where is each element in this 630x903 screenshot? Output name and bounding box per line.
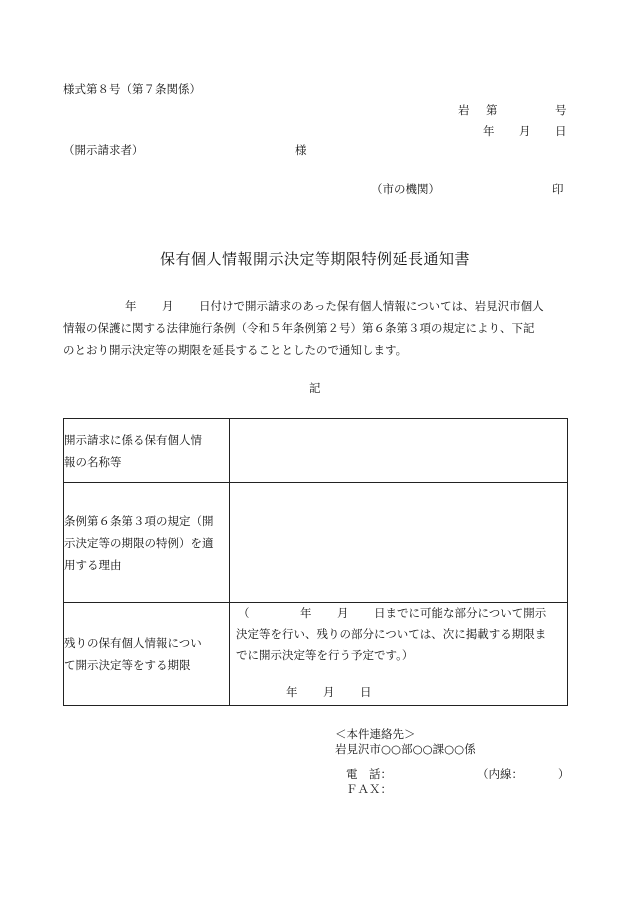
date-year: 年	[483, 124, 495, 138]
deadline-year: 年	[300, 606, 312, 620]
deadline-month: 月	[337, 606, 349, 620]
body-line3: のとおり開示決定等の期限を延長することとしたので通知します。	[63, 343, 408, 357]
ext-open: （内線：	[477, 767, 523, 781]
requester-honorific: 様	[295, 143, 307, 157]
row-value-deadline	[230, 603, 568, 706]
row-label-reason	[64, 483, 230, 603]
table-row	[64, 483, 568, 603]
row-value-reason	[230, 483, 568, 603]
date-month: 月	[519, 124, 531, 138]
label-line: 開示請求に係る保有個人情	[64, 432, 202, 447]
city-org-label: （市の機関）	[371, 182, 440, 196]
form-number: 様式第８号（第７条関係）	[63, 82, 201, 96]
doc-number-suffix: 号	[555, 103, 567, 117]
body-line1: 日付けで開示請求のあった保有個人情報については、岩見沢市個人	[199, 299, 544, 313]
phone-label: 電 話：	[346, 767, 392, 781]
deadline-line3: でに開示決定等を行う予定です。）	[236, 648, 414, 662]
label-line: 報の名称等	[64, 454, 122, 469]
label-line: 条例第６条第３項の規定（開	[64, 513, 214, 528]
deadline-line1: 日までに可能な部分について開示	[374, 606, 547, 620]
contact-heading: ＜本件連絡先＞	[335, 727, 416, 741]
table-row	[64, 419, 568, 483]
doc-number-prefix: 岩	[458, 103, 470, 117]
contact-dept: 岩見沢市○○部○○課○○係	[335, 742, 476, 756]
row-label-name	[64, 419, 230, 483]
label-line: て開示決定等をする期限	[64, 658, 191, 672]
bottom-year: 年	[286, 685, 298, 699]
bottom-month: 月	[323, 685, 335, 699]
bottom-day: 日	[360, 685, 372, 699]
label-line: 残りの保有個人情報につい	[64, 636, 202, 650]
ext-close: ）	[558, 767, 570, 781]
row-label-deadline	[64, 603, 230, 706]
body-month: 月	[162, 299, 174, 313]
info-table	[63, 418, 568, 706]
label-line: 示決定等の期限の特例）を適	[64, 535, 214, 550]
document-title: 保有個人情報開示決定等期限特例延長通知書	[159, 250, 470, 268]
deadline-line2: 決定等を行い、残りの部分については、次に掲載する期限ま	[236, 627, 547, 641]
paren-open: （	[238, 606, 250, 620]
body-line2: 情報の保護に関する法律施行条例（令和５年条例第２号）第６条第３項の規定により、下記	[63, 321, 535, 335]
seal-mark: 印	[552, 182, 564, 196]
label-line: 用する理由	[64, 557, 122, 572]
row-value-name	[230, 419, 568, 483]
doc-number-mid: 第	[486, 103, 498, 117]
requester-label: （開示請求者）	[63, 143, 144, 157]
date-day: 日	[555, 124, 567, 138]
body-year: 年	[125, 299, 137, 313]
fax-label: ＦＡＸ：	[346, 782, 392, 796]
ki-mark: 記	[309, 381, 321, 395]
table-row	[64, 603, 568, 706]
